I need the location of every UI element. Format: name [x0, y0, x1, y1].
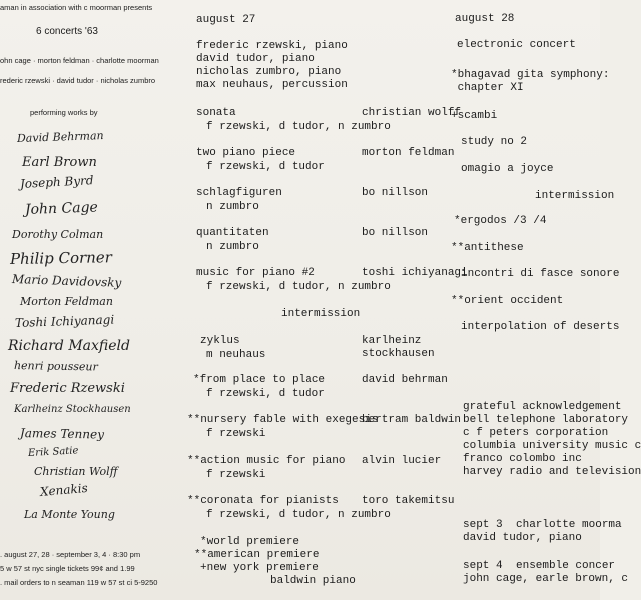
ack-1: bell telephone laboratory [463, 414, 629, 426]
ack-3: columbia university music c [463, 440, 641, 452]
signature: Frederic Rzewski [10, 381, 125, 396]
signature: Karlheinz Stockhausen [14, 404, 131, 415]
signature: Dorothy Colman [12, 228, 104, 241]
aug27-work-title: schlagfiguren [196, 187, 282, 199]
signature: Philip Corner [9, 248, 113, 268]
aug27-work-composer: alvin lucier [362, 455, 442, 467]
aug28-work-3: study no 2 [461, 136, 528, 148]
aug27-work-performers: f rzewski, d tudor [206, 388, 325, 400]
aug28-work-9: interpolation of deserts [461, 321, 620, 333]
aug28-work-5: *ergodos /3 /4 [454, 215, 547, 227]
ack-5: harvey radio and television [463, 466, 641, 478]
signature: Erik Satie [27, 445, 79, 459]
signature: Joseph Byrd [19, 173, 94, 191]
legend-american: **american premiere [194, 549, 320, 561]
sept4-who: ensemble concer [516, 560, 616, 572]
aug28-work-8: **orient occident [451, 295, 564, 307]
signature: henri pousseur [13, 359, 98, 374]
signature: La Monte Young [24, 508, 115, 521]
poster-title: 6 concerts '63 [36, 26, 98, 37]
aug27-work-composer: bertram baldwin [362, 414, 462, 426]
signature: Morton Feldman [20, 295, 113, 308]
aug27-work-performers: f rzewski, d tudor [206, 161, 325, 173]
aug27-work-performers: f rzewski [206, 469, 266, 481]
aug27-performer-4: max neuhaus, percussion [196, 79, 348, 91]
aug27-work-composer: toshi ichiyanagi [362, 267, 468, 279]
aug27-work-composer: bo nillson [362, 227, 429, 239]
aug27-work-composer: toro takemitsu [362, 495, 455, 507]
performing-label: performing works by [30, 108, 98, 117]
aug27-work-composer: christian wolff [362, 107, 462, 119]
presenter-line: aman in association with c moorman presents [0, 3, 153, 12]
signature: Richard Maxfield [8, 338, 130, 354]
aug28-work-6: **antithese [451, 242, 524, 254]
aug27-work-title: zyklus [200, 335, 240, 347]
aug27-performer-1: frederic rzewski, piano [196, 40, 348, 52]
footer-dates: . august 27, 28 · september 3, 4 · 8:30 pm [0, 550, 141, 559]
signature: Toshi Ichiyanagi [14, 312, 115, 330]
aug27-performer-2: david tudor, piano [196, 53, 315, 65]
composers-row-2: rederic rzewski · david tudor · nicholas zumbro [0, 76, 156, 85]
signature: Christian Wolff [34, 465, 118, 478]
aug28-date: august 28 [455, 13, 515, 25]
footer-address: 5 w 57 st nyc single tickets 99¢ and 1.99 [0, 564, 135, 573]
aug27-work-performers: m neuhaus [206, 349, 266, 361]
signature: Xenakis [39, 480, 89, 499]
footer-mail: . mail orders to n seaman 119 w 57 st ci 5-9250 [0, 578, 158, 587]
aug27-work-title: *from place to place [193, 374, 326, 386]
aug28-work-7: incontri di fasce sonore [461, 268, 620, 280]
aug27-work-title: music for piano #2 [196, 267, 315, 279]
aug27-work-composer: david behrman [362, 374, 448, 386]
aug27-work-title: sonata [196, 107, 236, 119]
aug27-work-performers: n zumbro [206, 241, 259, 253]
aug27-work-performers: f rzewski, d tudor, n zumbro [206, 281, 391, 293]
aug27-work-performers: f rzewski, d tudor, n zumbro [206, 121, 391, 133]
sept4-line2: john cage, earle brown, c [463, 573, 629, 585]
aug27-work-title: **coronata for pianists [187, 495, 339, 507]
signature: John Cage [24, 199, 99, 218]
sept3-who: charlotte moorma [516, 519, 622, 531]
signature: James Tenney [19, 426, 105, 442]
aug27-work-title: **action music for piano [187, 455, 346, 467]
composers-row-1: ohn cage · morton feldman · charlotte moorman [0, 56, 159, 65]
aug28-intermission: intermission [535, 190, 615, 202]
signature: Earl Brown [22, 155, 97, 170]
aug27-performer-3: nicholas zumbro, piano [196, 66, 342, 78]
legend-newyork: +new york premiere [200, 562, 319, 574]
sept3-line2: david tudor, piano [463, 532, 582, 544]
aug27-intermission: intermission [281, 308, 361, 320]
signature: Mario Davidovsky [11, 272, 122, 290]
aug27-work-performers: f rzewski [206, 428, 266, 440]
aug27-work-title: two piano piece [196, 147, 296, 159]
aug27-work-composer: morton feldman [362, 147, 455, 159]
aug27-work-composer: bo nillson [362, 187, 429, 199]
aug28-subtitle: electronic concert [457, 39, 576, 51]
aug27-date: august 27 [196, 14, 256, 26]
legend-credit: baldwin piano [270, 575, 356, 587]
aug27-work-performers: n zumbro [206, 201, 259, 213]
aug28-work-1: *bhagavad gita symphony: chapter XI [451, 69, 610, 94]
ack-2: c f peters corporation [463, 427, 609, 439]
ack-4: franco colombo inc [463, 453, 582, 465]
sept3-date: sept 3 [463, 519, 503, 531]
aug27-work-title: quantitaten [196, 227, 269, 239]
aug27-work-composer: karlheinz stockhausen [362, 335, 435, 360]
aug27-work-title: **nursery fable with exegesis [187, 414, 379, 426]
aug27-work-performers: f rzewski, d tudor, n zumbro [206, 509, 391, 521]
sept4-date: sept 4 [463, 560, 503, 572]
legend-world: *world premiere [200, 536, 300, 548]
aug28-work-4: omagio a joyce [461, 163, 554, 175]
aug28-work-2: +scambi [451, 110, 498, 122]
ack-title: grateful acknowledgement [463, 401, 622, 413]
signature: David Behrman [16, 128, 104, 145]
